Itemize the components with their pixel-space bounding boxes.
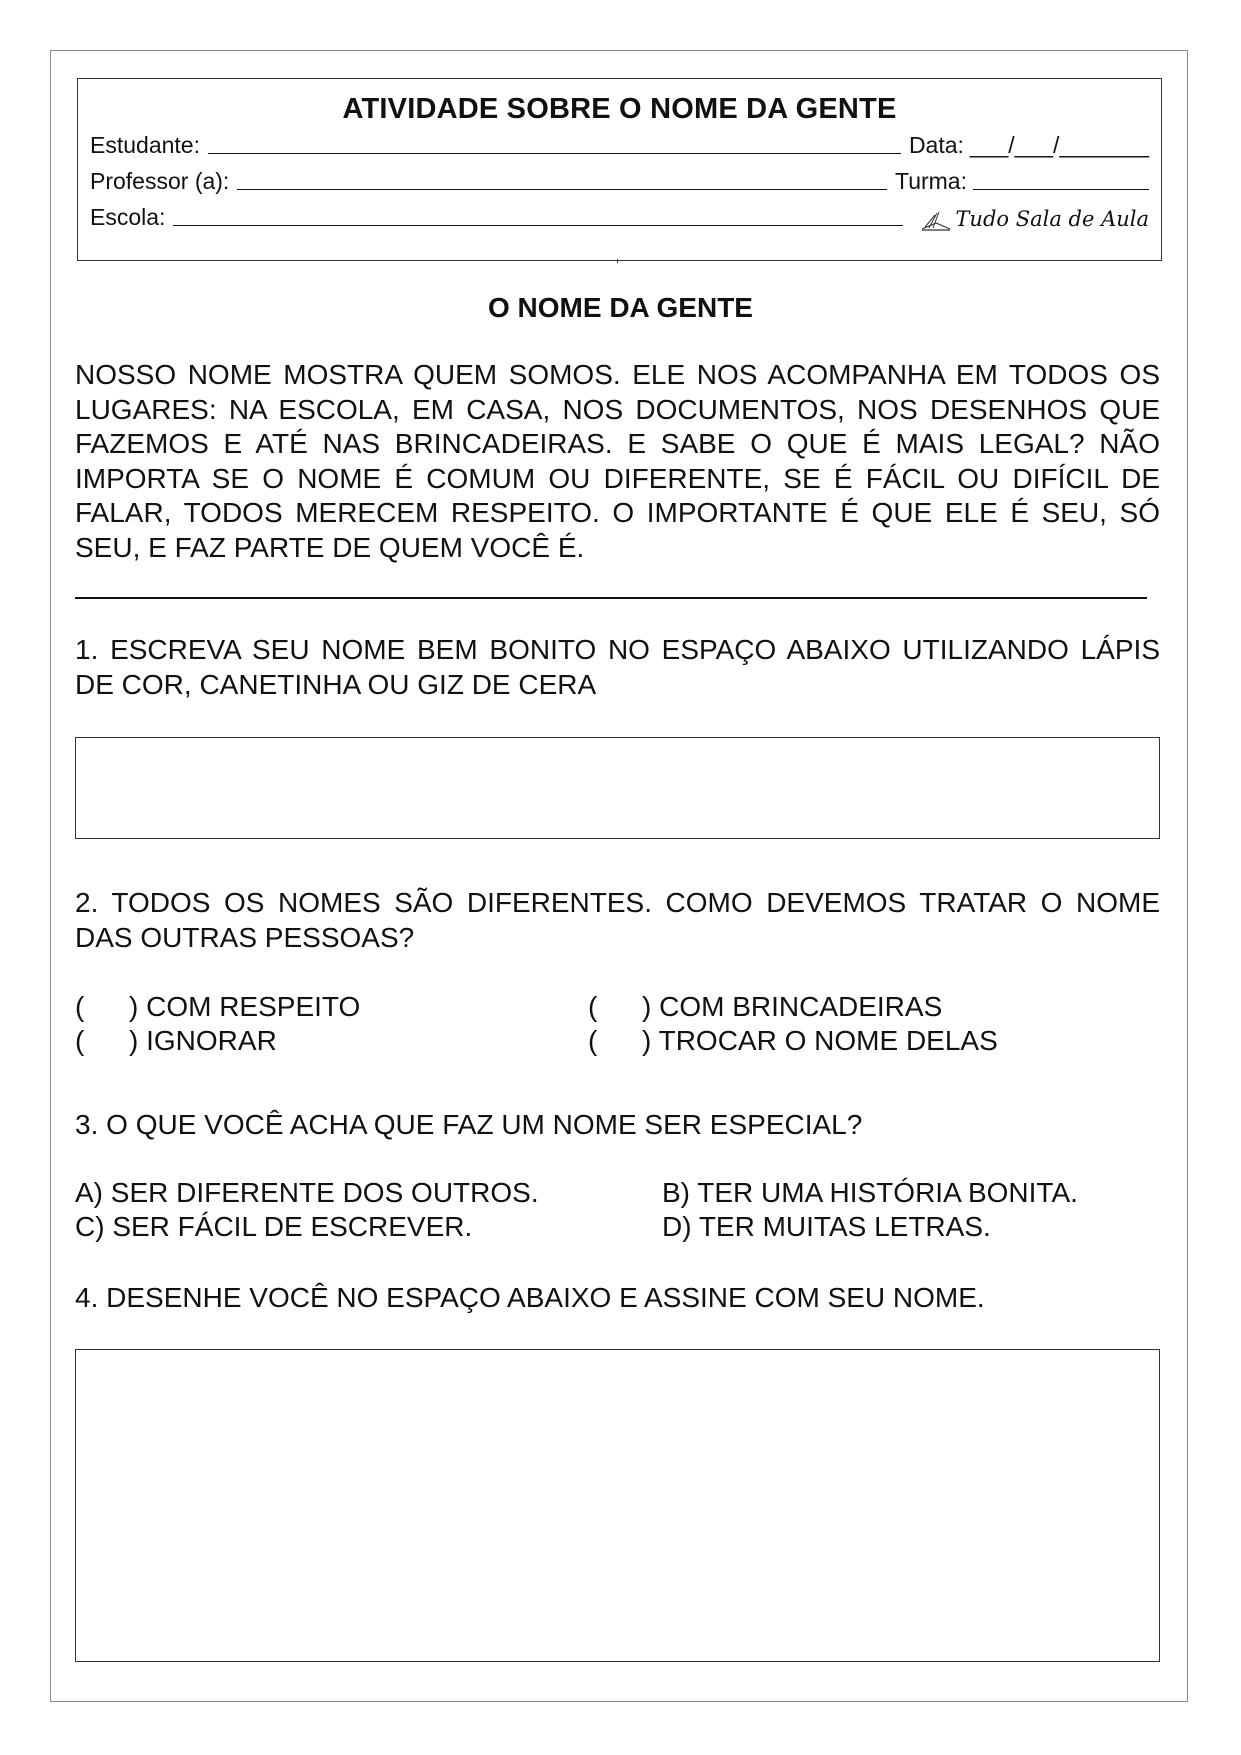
student-label: Estudante: <box>90 132 200 158</box>
student-row <box>90 129 1149 159</box>
q2-option-respeito[interactable]: ( ) COM RESPEITO <box>75 991 361 1022</box>
q3-option-c[interactable]: C) SER FÁCIL DE ESCREVER. <box>75 1211 473 1242</box>
question-4: 4. DESENHE VOCÊ NO ESPAÇO ABAIXO E ASSINE COM SEU NOME. <box>75 1282 985 1313</box>
class-line[interactable] <box>973 189 1149 190</box>
divider-tick <box>617 259 618 263</box>
intro-paragraph: NOSSO NOME MOSTRA QUEM SOMOS. ELE NOS ACOMPANHA EM TODOS OS LUGARES: NA ESCOLA, EM CASA, NOS DOCUMENTOS, NOS DESENHOS QUE FAZEMOS E ATÉ NAS BRINCADEIRAS. E SABE O QUE É MAIS LEGAL? NÃO IMPORTA SE O NOME É COMUM OU DIFERENTE, SE É FÁCIL OU DIFÍCIL DE FALAR, TODOS MERECEM RESPEITO. O IMPORTANTE É QUE ELE É SEU, SÓ SEU, E FAZ PARTE DE QUEM VOCÊ É. <box>75 359 1160 563</box>
drawing-box[interactable] <box>75 1349 1160 1662</box>
section-divider <box>75 597 1147 599</box>
question-1: 1. ESCREVA SEU NOME BEM BONITO NO ESPAÇO ABAIXO UTILIZANDO LÁPIS DE COR, CANETINHA OU GIZ DE CERA <box>75 634 1160 700</box>
q2-option-trocar[interactable]: ( ) TROCAR O NOME DELAS <box>588 1025 998 1056</box>
question-2: 2. TODOS OS NOMES SÃO DIFERENTES. COMO DEVEMOS TRATAR O NOME DAS OUTRAS PESSOAS? <box>75 887 1160 953</box>
q3-option-d[interactable]: D) TER MUITAS LETRAS. <box>662 1211 991 1242</box>
teacher-row <box>90 165 1149 195</box>
section-title: O NOME DA GENTE <box>488 292 753 323</box>
q3-option-b[interactable]: B) TER UMA HISTÓRIA BONITA. <box>662 1177 1078 1208</box>
worksheet-title: ATIVIDADE SOBRE O NOME DA GENTE <box>342 93 897 125</box>
option-checkbox[interactable]: ( <box>588 991 598 1022</box>
class-label: Turma: <box>895 168 967 194</box>
book-icon <box>921 209 951 231</box>
option-checkbox[interactable]: ( <box>588 1025 598 1056</box>
header-box <box>77 78 1162 261</box>
option-checkbox[interactable]: ( <box>75 1025 85 1056</box>
option-checkbox[interactable]: ( <box>75 991 85 1022</box>
q3-option-a[interactable]: A) SER DIFERENTE DOS OUTROS. <box>75 1177 539 1208</box>
date-blank[interactable]: ___/___/_______ <box>969 132 1149 158</box>
q2-option-brincadeiras[interactable]: ( ) COM BRINCADEIRAS <box>588 991 943 1022</box>
name-writing-box[interactable] <box>75 737 1160 839</box>
school-row <box>90 201 1149 231</box>
question-3: 3. O QUE VOCÊ ACHA QUE FAZ UM NOME SER ESPECIAL? <box>75 1109 863 1140</box>
q2-option-ignorar[interactable]: ( ) IGNORAR <box>75 1025 277 1056</box>
date-label: Data: <box>908 132 964 158</box>
school-name-line[interactable] <box>173 225 903 226</box>
student-name-line[interactable] <box>208 153 901 154</box>
logo <box>921 207 1149 231</box>
logo-text: Tudo Sala de Aula <box>955 207 1149 231</box>
teacher-name-line[interactable] <box>237 189 887 190</box>
school-label: Escola: <box>90 204 166 230</box>
teacher-label: Professor (a): <box>90 168 230 194</box>
